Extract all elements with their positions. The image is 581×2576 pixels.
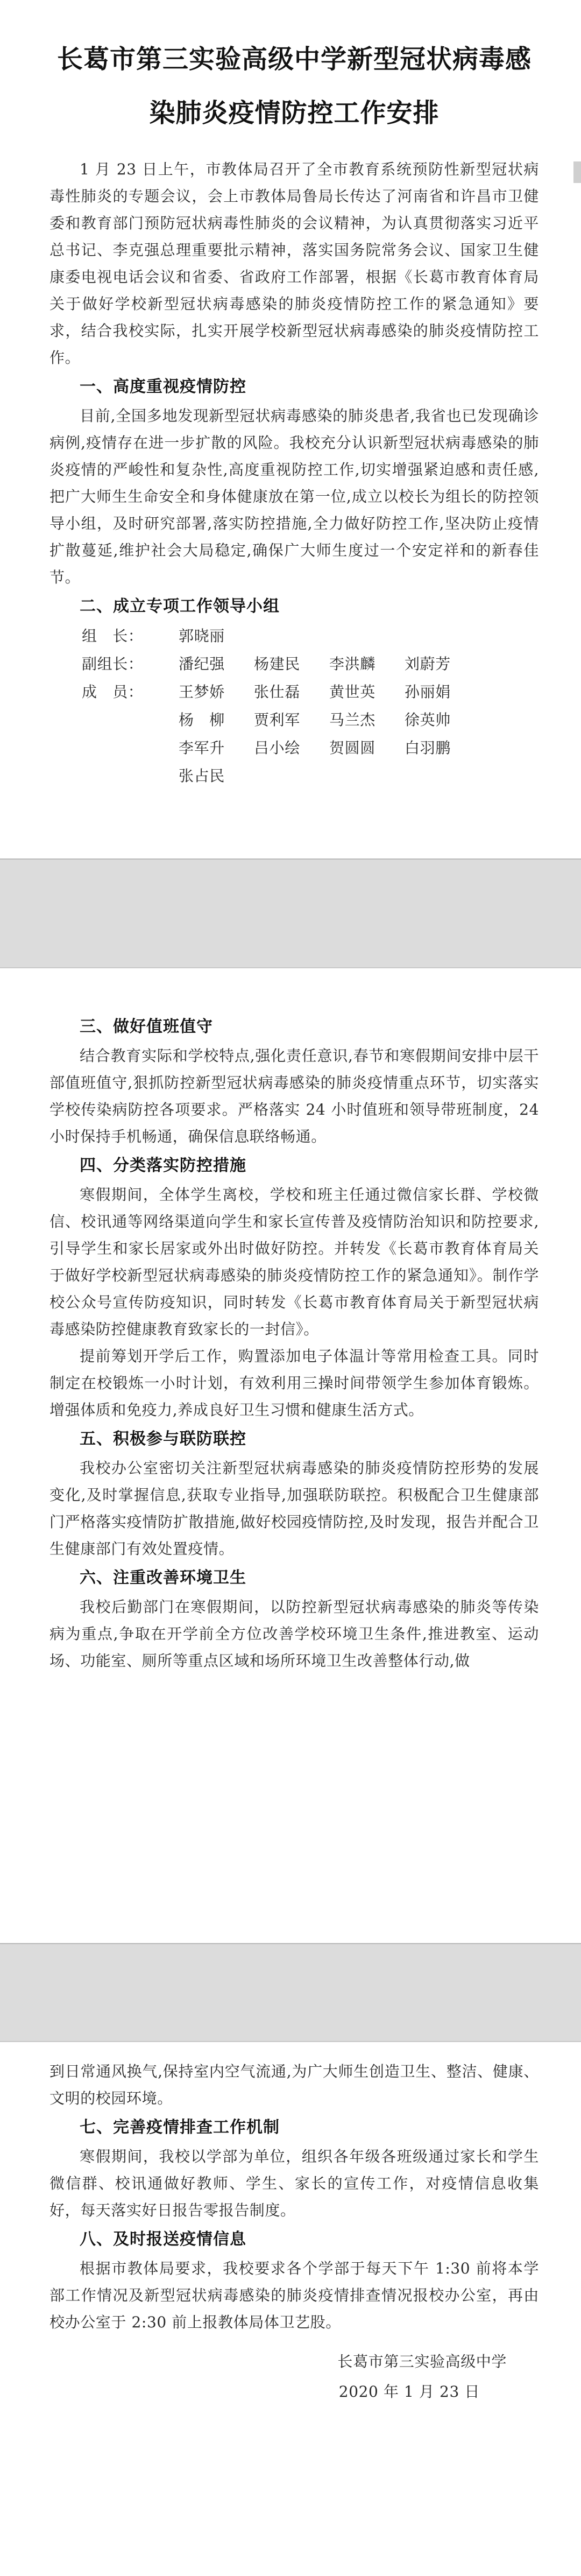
members-label: 成 员：	[82, 683, 144, 701]
section-1-body: 目前,全国多地发现新型冠状病毒感染的肺炎患者,我省也已发现确诊病例,疫情存在进一步扩散的风险。我校充分认识新型冠状病毒感染的肺炎疫情的严峻性和复杂性,高度重视防控工作,切实增强紧迫感和责任感,把广大师生生命安全和身体健康放在第一位,成立以校长为组长的防控领导小组，及时研究部署,落实防控措施,全力做好防控工作,坚决防止疫情扩散蔓延,维护社会大局稳定,确保广大师生度过一个安定祥和的新春佳节。	[49, 407, 539, 586]
document-title-line1: 长葛市第三实验高级中学新型冠状病毒感	[56, 44, 532, 74]
member-name: 孙丽娟	[405, 683, 451, 701]
member-name: 吕小绘	[254, 739, 300, 757]
document-page-3	[0, 2042, 581, 2576]
section-6-body-part1: 我校后勤部门在寒假期间，以防控新型冠状病毒感染的肺炎等传染病为重点,争取在开学前全方位改善学校环境卫生条件,推进教室、运动场、功能室、厕所等重点区域和场所环境卫生改善整体行动,做	[49, 1598, 539, 1670]
leader-row	[49, 622, 539, 650]
member-name: 徐英帅	[405, 711, 451, 729]
member-name: 杨 柳	[179, 711, 225, 729]
section-8-body: 根据市教体局要求，我校要求各个学部于每天下午 1:30 前将本学部工作情况及新型冠状病毒感染的肺炎疫情排查情况报校办公室，再由校办公室于 2:30 前上报教体局体卫艺股。	[49, 2260, 539, 2331]
section-4-heading: 四、分类落实防控措施	[80, 1156, 246, 1175]
signature-date: 2020 年 1 月 23 日	[338, 2383, 480, 2401]
signature-org: 长葛市第三实验高级中学	[337, 2353, 507, 2370]
document-page-1	[0, 0, 581, 858]
section-4-body-1: 寒假期间，全体学生离校，学校和班主任通过微信家长群、学校微信、校讯通等网络渠道向学生和家长宣传普及疫情防治知识和防控要求,引导学生和家长居家或外出时做好防控。并转发《长葛市教育体育局关于做好学校新型冠状病毒感染的肺炎疫情防控工作的紧急通知》。制作学校公众号宣传防疫知识，同时转发《长葛市教育体育局关于新型冠状病毒感染防控健康教育致家长的一封信》。	[49, 1186, 539, 1338]
page-separator-1	[0, 858, 581, 968]
members-row	[49, 678, 539, 790]
member-name: 张仕磊	[254, 683, 300, 701]
section-2-heading: 二、成立专项工作领导小组	[80, 597, 280, 616]
scroll-edge-mark	[573, 161, 581, 183]
section-7-body: 寒假期间，我校以学部为单位，组织各年级各班级通过家长和学生微信群、校讯通做好教师、学生、家长的宣传工作，对疫情信息收集好，每天落实好日报告零报告制度。	[49, 2148, 539, 2219]
member-name: 王梦娇	[179, 683, 225, 701]
deputy-row	[49, 650, 539, 678]
member-name: 张占民	[179, 767, 225, 785]
section-1-heading: 一、高度重视疫情防控	[80, 377, 246, 396]
deputy-name: 杨建民	[254, 655, 300, 673]
page-separator-2	[0, 1943, 581, 2042]
deputy-name: 刘蔚芳	[405, 655, 451, 673]
deputy-name: 潘纪强	[179, 655, 225, 673]
section-6-heading: 六、注重改善环境卫生	[80, 1568, 246, 1587]
member-name: 马兰杰	[329, 711, 375, 729]
section-6-body-part2: 到日常通风换气,保持室内空气流通,为广大师生创造卫生、整洁、健康、文明的校园环境。	[49, 2063, 539, 2107]
member-name: 贺圆圆	[329, 739, 375, 757]
leader-label: 组 长：	[82, 627, 144, 645]
section-7-heading: 七、完善疫情排查工作机制	[80, 2118, 280, 2137]
section-5-body: 我校办公室密切关注新型冠状病毒感染的肺炎疫情防控形势的发展变化,及时掌握信息,获取专业指导,加强联防联控。积极配合卫生健康部门严格落实疫情防扩散措施,做好校园疫情防控,及时发现，报告并配合卫生健康部门有效处置疫情。	[49, 1459, 539, 1558]
intro-paragraph: 1 月 23 日上午，市教体局召开了全市教育系统预防性新型冠状病毒性肺炎的专题会议，会上市教体局鲁局长传达了河南省和许昌市卫健委和教育部门预防冠状病毒性肺炎的会议精神，为认真贯彻落实习近平总书记、李克强总理重要批示精神，落实国务院常务会议、国家卫生健康委电视电话会议和省委、省政府工作部署，根据《长葛市教育体育局关于做好学校新型冠状病毒感染的肺炎疫情防控工作的紧急通知》要求，结合我校实际，扎实开展学校新型冠状病毒感染的肺炎疫情防控工作。	[49, 160, 539, 367]
member-name: 黄世英	[329, 683, 375, 701]
section-5-heading: 五、积极参与联防联控	[80, 1430, 246, 1448]
member-name: 白羽鹏	[405, 739, 451, 757]
section-3-heading: 三、做好值班值守	[80, 1017, 213, 1036]
leader-name: 郭晓丽	[179, 627, 225, 645]
section-8-heading: 八、及时报送疫情信息	[80, 2230, 246, 2249]
member-name: 贾利军	[254, 711, 300, 729]
document-page-2	[0, 968, 581, 1943]
section-4-body-2: 提前筹划开学后工作，购置添加电子体温计等常用检查工具。同时制定在校锻炼一小时计划，有效利用三操时间带领学生参加体育锻炼。增强体质和免疫力,养成良好卫生习惯和健康生活方式。	[49, 1347, 539, 1419]
document-title-line2: 染肺炎疫情防控工作安排	[149, 98, 440, 128]
deputy-label: 副组长：	[82, 655, 144, 673]
deputy-name: 李洪麟	[329, 655, 375, 673]
section-3-body: 结合教育实际和学校特点,强化责任意识,春节和寒假期间安排中层干部值班值守,狠抓防控新型冠状病毒感染的肺炎疫情重点环节，切实落实学校传染病防控各项要求。严格落实 24 小时值班和领导带班制度，24 小时保持手机畅通，确保信息联络畅通。	[49, 1047, 539, 1145]
member-name: 李军升	[179, 739, 225, 757]
